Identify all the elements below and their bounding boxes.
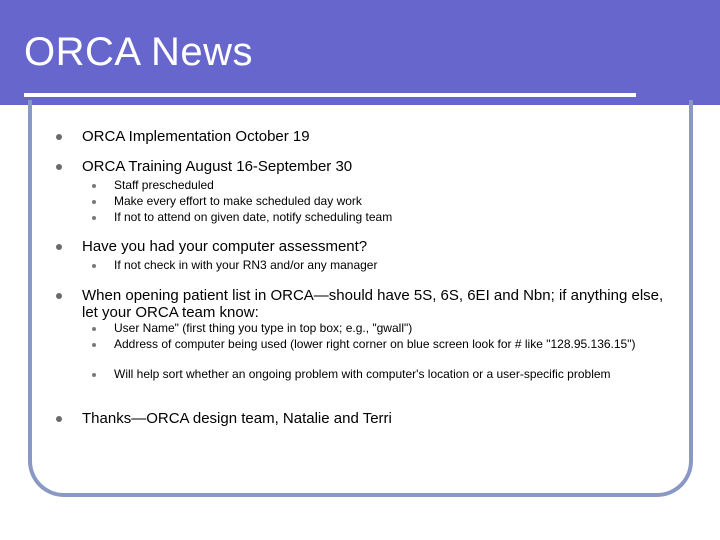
bullet-icon xyxy=(56,293,62,299)
sub-bullet-text: User Name" (first thing you type in top box; e.g., "gwall") xyxy=(114,321,413,335)
sub-bullet-text: Make every effort to make scheduled day work xyxy=(114,194,362,208)
sub-bullet-text: If not check in with your RN3 and/or any manager xyxy=(114,258,378,272)
sub-bullet-text: Address of computer being used (lower right corner on blue screen look for # like "128.95.136.15") xyxy=(114,337,636,351)
bullet-text: When opening patient list in ORCA—should have 5S, 6S, 6EI and Nbn; if anything else, let your ORCA team know: xyxy=(82,287,664,321)
bullet-text: ORCA Training August 16-September 30 xyxy=(82,158,353,175)
bullet-text: Have you had your computer assessment? xyxy=(82,238,368,255)
bullet-icon xyxy=(56,134,62,140)
sub-bullet-icon xyxy=(92,327,96,331)
sub-bullet-text: Will help sort whether an ongoing problem with computer's location or a user-specific problem xyxy=(114,367,611,381)
bullet-text: Thanks—ORCA design team, Natalie and Terri xyxy=(82,410,392,427)
sub-bullet-text: If not to attend on given date, notify scheduling team xyxy=(114,210,393,224)
sub-bullet-text: Staff prescheduled xyxy=(114,178,214,192)
bullet-text: ORCA Implementation October 19 xyxy=(82,128,310,145)
sub-bullet-icon xyxy=(92,264,96,268)
sub-bullet-icon xyxy=(92,184,96,188)
sub-bullet-icon xyxy=(92,200,96,204)
sub-bullet-icon xyxy=(92,343,96,347)
bullet-icon xyxy=(56,416,62,422)
slide-title: ORCA News xyxy=(24,30,253,74)
sub-bullet-icon xyxy=(92,373,96,377)
bullet-icon xyxy=(56,164,62,170)
bullet-icon xyxy=(56,244,62,250)
sub-bullet-icon xyxy=(92,216,96,220)
